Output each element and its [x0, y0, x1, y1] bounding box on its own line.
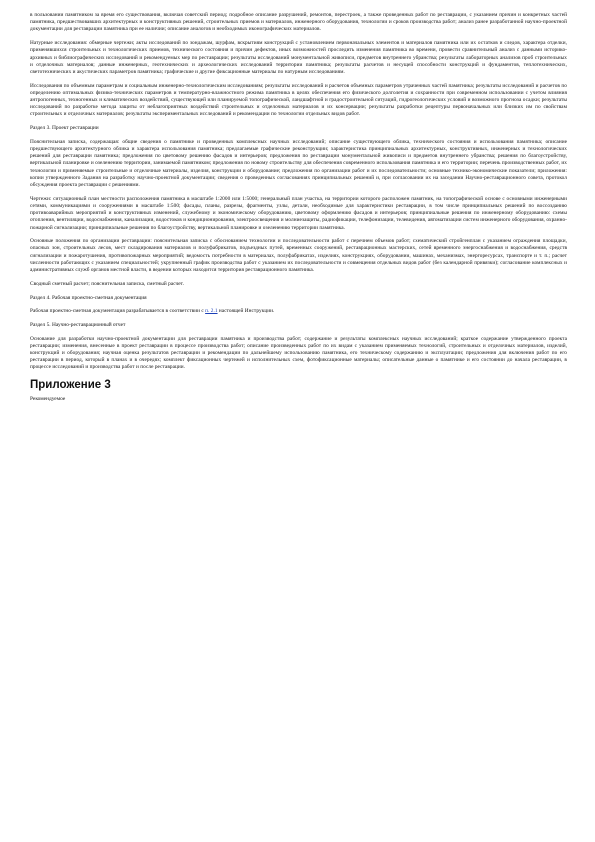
paragraph-drawings: Чертежи: ситуационный план местности расположения памятника в масштабе 1:2000 или 1:5000; генеральный план участка, на территории которого расположен памятник, на топографической основе с основными инженерными сетями, коммуникациями и сооружениями в масштабе 1:500; фасады, планы, разрезы, фрагменты, узлы, детали, необходимые для характеристики реставрации, в том числе принципиальных решений по воссозданию противоаварийных мероприятий и конструктивных изменений, служебному и экономическому оборудованию, цветовому оформлению фасадов и интерьеров; принципиальные решения по инженерному оборудованию: схемы отопления, вентиляции, водоснабжения, канализации, водостоков и кондиционирования, электроосвещения и молниезащиты, радиофикации, телефонизации, телевидения, автоматизации систем инженерного оборудования, охранно-пожарной сигнализации; принципиальные решения по благоустройству, вертикальной планировке и озеленению территории памятника.	[30, 195, 567, 231]
paragraph-field-research: Натурные исследования: обмерные чертежи; акты исследований по зондажам, шурфам, вскрытиям конструкций с установлением первоначальных элементов и материалов памятника или их остатков и следов, характера отделки, применявшихся строительных и технологических приемов, технического состояния и причин дефектов, иных возможностей проследить изменения памятника во времени, провести сравнительный анализ с данными историко-архивных и библиографических исследований и рекомендуемых мер по реставрации; результаты исследований монументальной живописи, предметов внутреннего убранства; результаты лабораторных анализов проб строительных и отделочных материалов; данные инженерных, геотехнических и археологических исследований территории памятника; результаты расчетов и несущей способности конструкций и фундаментов, теплотехнических, светотехнических и акустических параметров памятника; графические и другие фиксационные материалы по натурным исследованиям.	[30, 40, 567, 75]
paragraph-explanatory-note: Пояснительная записка, содержащая: общие сведения о памятнике и проведенных комплексных научных исследований; описание существующего облика, технического состояния и использования памятника; описание предшествующего архитектурного облика и характера использования памятника; предлагаемые графические реконструкции; характеристика принципиальных архитектурных, конструктивных, инженерных и технологических решений для реставрации памятника; предложения по цветовому решению фасадов и интерьеров; предложения по реставрации монументальной живописи и предметов внутреннего убранства; решения по благоустройству, вертикальной планировке и озеленению территории, занимаемой памятником; предложения по новому строительству для обеспечения современного использования памятника и его территории; перечень производственных работ, их технологии и применяемые строительные и отделочные материалы, изделия, конструкции и оборудование; предложения по организации работ и их последовательности; основные технико-экономические показатели; приложения: копии утвержденного Задания на разработку научно-проектной документации; сведения о проведенных согласованиях принципиальных решений и, при согласовании их на заседании Научно-реставрационного совета, протокол обсуждения проекта реставрации с решениями.	[30, 138, 567, 189]
section-heading-3: Раздел 3. Проект реставрации	[30, 125, 99, 132]
paragraph-organization-provisions: Основные положения по организации реставрации: пояснительная записка с обоснованием технологии и последовательности работ с перечнем объемов работ; схематический стройгенплан с указанием ограждения площадки, опасных зон, строительных лесов, мест складирования материалов и полуфабрикатов, подъездных путей, временных сооружений, реставрационных мастерских, сетей временного энергоснабжения и водоснабжения, средств сигнализации и пожаротушения, противопожарных мероприятий; ведомость потребности в материалах, полуфабрикатах, изделиях, конструкциях, оборудовании, машинах, механизмах, энергоресурсах, транспорте и т. п.; расчет численности работающих с указанием специальностей; укрупненный график производства работ с указанием их последовательности и совмещения отдельных видов работ (без календарной привязки); согласование комплексных и административных служб органов местной власти, в ведении которых находится территория реставрационного памятника.	[30, 238, 567, 274]
paragraph-working-documentation-suffix: настоящей Инструкции.	[217, 308, 275, 315]
paragraph-working-documentation	[30, 308, 567, 315]
paragraph-working-documentation-prefix: Рабочая проектно-сметная документация разрабатывается в соответствии с	[30, 308, 206, 315]
paragraph-volume-engineering-research: Исследования по объемным параметрам и социальным инженерно-технологическим исследованиям; результаты исследований и расчетов объемных параметров утраченных частей памятника; результаты исследований и расчетов по определению оптимальных физико-технических параметров и температурно-влажностного режима памятника в целях обеспечения его физического долголетия и сохранности при современном использовании с учетом влияния антропогенных, техногенных и климатических воздействий, существующей или планируемой топографической, ландшафтной и градостроительной ситуаций, гидрогеологических условий и возможного прогноза осадки; результаты исследований по разработке метода защиты от неблагоприятных воздействий строительных и отделочных материалов и их консервации; результаты разработки рецептуры первоначальных или близких им по свойствам строительных и отделочных материалов; результаты экспериментальных исследований и рекомендации по технологии отдельных видов работ.	[30, 82, 567, 118]
section-heading-4: Раздел 4. Рабочая проектно-сметная документация	[30, 294, 147, 301]
appendix-title: Приложение 3	[30, 379, 111, 392]
paragraph-restoration-report: Основание для разработки научно-проектной документации для реставрации памятника и производства работ; содержание и результаты комплексных научных исследований; краткое содержание утвержденного проекта реставрации; изменения, внесенные в проект реставрации в процессе производства работ; описание произведенных работ по их видам с указанием применяемых технологий, строительных и отделочных материалов, изделий, конструкций и оборудования; научная оценка результатов реставрации и рекомендации по дальнейшему использованию памятника, его техническому содержанию и эксплуатации; предложения для включения работ по его реставрации в период, который в планах и в очередях; комплект фиксационных чертежей и исполнительных схем, фотофиксационные материалы; описательные данные о памятнике и его состоянии до начала реставрации, в процессе исследований и производства работ и после реставрации.	[30, 335, 567, 371]
section-heading-5: Раздел 5. Научно-реставрационный отчет	[30, 321, 126, 328]
document-page	[30, 12, 567, 403]
appendix-status-label: Рекомендуемое	[30, 396, 66, 403]
paragraph-history-usage: в пользовании памятником за время его существования, включая советский период; подробное описание разрушений, ремонтов, перестроек, а также проведенных работ по реставрации, с указанием причин и конкретных частей памятника, предшествовавших архитектурных и конструктивных решений, строительных приемов и материалов, инженерного оборудования, технологии и сроков производства работ; анализ ранее разработанной научно-проектной документации для реставрации памятника при ее наличии; описание аналогов и необходимых иконографических материалов.	[30, 12, 567, 33]
paragraph-summary-estimate: Сводный сметный расчет; пояснительная записка, сметный расчет.	[30, 280, 184, 287]
instruction-clause-link[interactable]: п. 2.1	[205, 308, 218, 315]
